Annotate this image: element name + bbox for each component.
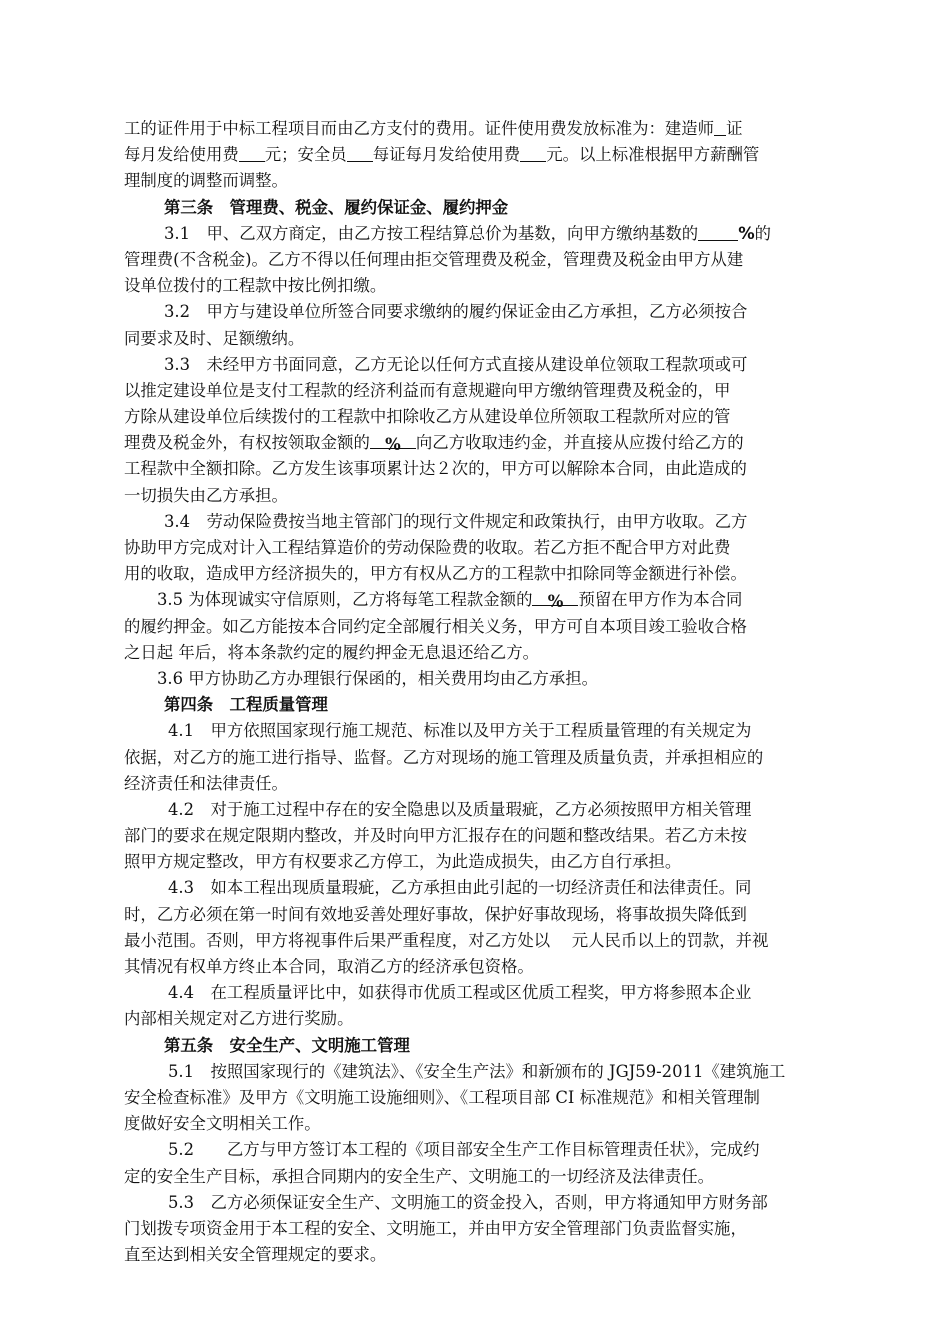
section-heading-4: 第四条 工程质量管理: [164, 695, 328, 715]
text-line: 3.4 劳动保险费按当地主管部门的现行文件规定和政策执行，由甲方收取。乙方: [164, 511, 748, 531]
blank-field: [698, 224, 738, 241]
text-line: 最小范围。否则，甲方将视事件后果严重程度，对乙方处以 元人民币以上的罚款，并视: [124, 930, 769, 950]
blank-field: [520, 145, 546, 162]
text-line: 3.1 甲、乙双方商定，由乙方按工程结算总价为基数，向甲方缴纳基数的 %的: [164, 223, 772, 243]
text-line: 之日起 年后，将本条款约定的履约押金无息退还给乙方。: [124, 642, 539, 662]
text-line: 4.4 在工程质量评比中，如获得市优质工程或区优质工程奖，甲方将参照本企业: [168, 983, 752, 1003]
text-line: 理费及税金外，有权按领取金额的 % 向乙方收取违约金，并直接从应拨付给乙方的: [124, 433, 744, 455]
text-line: 3.6 甲方协助乙方办理银行保函的，相关费用均由乙方承担。: [157, 668, 599, 688]
text-line: 一切损失由乙方承担。: [124, 485, 288, 505]
blank-field: [239, 145, 265, 162]
text-line: 安全检查标准》及甲方《文明施工设施细则》、《工程项目部 CI 标准规范》和相关管理制: [124, 1087, 760, 1107]
text-line: 工程款中全额扣除。乙方发生该事项累计达２次的，甲方可以解除本合同，由此造成的: [124, 459, 747, 479]
section-heading-3: 第三条 管理费、税金、履约保证金、履约押金: [164, 197, 509, 217]
blank-field: [714, 119, 726, 136]
blank-field: %: [370, 432, 416, 449]
text-line: 其情况有权单方终止本合同，取消乙方的经济承包资格。: [124, 957, 534, 976]
text-line: 5.3 乙方必须保证安全生产、文明施工的资金投入，否则，甲方将通知甲方财务部: [168, 1192, 768, 1212]
blank-field: %: [532, 589, 578, 606]
text-line: 内部相关规定对乙方进行奖励。: [124, 1009, 354, 1029]
text-line: 直至达到相关安全管理规定的要求。: [124, 1245, 387, 1265]
text-line: 3.2 甲方与建设单位所签合同要求缴纳的履约保证金由乙方承担，乙方必须按合: [164, 302, 748, 322]
text-line: 4.2 对于施工过程中存在的安全隐患以及质量瑕疵，乙方必须按照甲方相关管理: [168, 799, 752, 819]
text-line: 的履约押金。如乙方能按本合同约定全部履行相关义务，甲方可自本项目竣工验收合格: [124, 616, 747, 636]
text-line: 5.2 乙方与甲方签订本工程的《项目部安全生产工作目标管理责任状》，完成约: [168, 1140, 760, 1160]
text-line: 同要求及时、足额缴纳。: [124, 328, 305, 348]
text-line: 方除从建设单位后续拨付的工程款中扣除收乙方从建设单位所领取工程款所对应的管: [124, 407, 731, 427]
text-line: 用的收取，造成甲方经济损失的，甲方有权从乙方的工程款中扣除同等金额进行补偿。: [124, 564, 747, 584]
text-line: 时，乙方必须在第一时间有效地妥善处理好事故，保护好事故现场，将事故损失降低到: [124, 904, 747, 924]
text-line: 设单位拨付的工程款中按比例扣缴。: [124, 276, 387, 296]
text-line: 部门的要求在规定限期内整改，并及时向甲方汇报存在的问题和整改结果。若乙方未按: [124, 826, 747, 846]
text-line: 5.1 按照国家现行的《建筑法》、《安全生产法》和新颁布的 JGJ59-2011《建筑施工: [168, 1061, 786, 1081]
text-line: 工的证件用于中标工程项目而由乙方支付的费用。证件使用费发放标准为：建造师 证: [124, 119, 743, 138]
text-line: 3.5 为体现诚实守信原则，乙方将每笔工程款金额的 % 预留在甲方作为本合同: [157, 590, 743, 612]
text-line: 经济责任和法律责任。: [124, 773, 288, 793]
text-line: 依据，对乙方的施工进行指导、监督。乙方对现场的施工管理及质量负责，并承担相应的: [124, 747, 764, 767]
document-page: [124, 116, 854, 1268]
text-line: 4.3 如本工程出现质量瑕疵，乙方承担由此引起的一切经济责任和法律责任。同: [168, 878, 752, 898]
text-line: 协助甲方完成对计入工程结算造价的劳动保险费的收取。若乙方拒不配合甲方对此费: [124, 538, 731, 557]
section-heading-5: 第五条 安全生产、文明施工管理: [164, 1035, 410, 1055]
text-line: 照甲方规定整改，甲方有权要求乙方停工，为此造成损失，由乙方自行承担。: [124, 852, 682, 872]
text-line: 度做好安全文明相关工作。: [124, 1114, 321, 1134]
text-line: 每月发给使用费 元；安全员 每证每月发给使用费 元。以上标准根据甲方薪酬管: [124, 145, 760, 165]
text-line: 4.1 甲方依照国家现行施工规范、标准以及甲方关于工程质量管理的有关规定为: [168, 721, 752, 741]
blank-field: [347, 145, 373, 162]
text-line: 理制度的调整而调整。: [124, 171, 288, 191]
text-line: 以推定建设单位是支付工程款的经济利益而有意规避向甲方缴纳管理费及税金的，甲: [124, 380, 731, 400]
text-line: 门划拨专项资金用于本工程的安全、文明施工，并由甲方安全管理部门负责监督实施，: [124, 1218, 747, 1238]
text-line: 管理费(不含税金)。乙方不得以任何理由拒交管理费及税金，管理费及税金由甲方从建: [124, 249, 744, 269]
text-line: 3.3 未经甲方书面同意，乙方无论以任何方式直接从建设单位领取工程款项或可: [164, 354, 748, 374]
text-line: 定的安全生产目标，承担合同期内的安全生产、文明施工的一切经济及法律责任。: [124, 1166, 715, 1186]
